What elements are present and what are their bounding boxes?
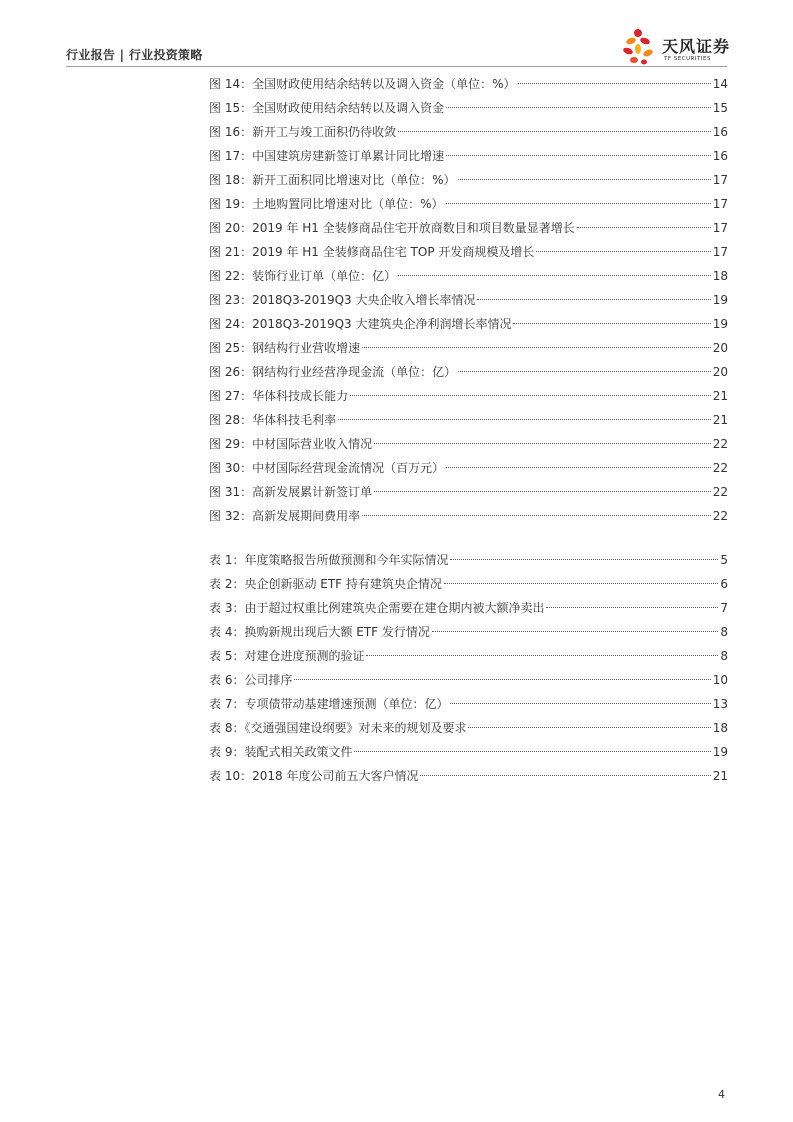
dot-leader <box>374 443 711 444</box>
toc-entry-page[interactable]: 19 <box>712 293 728 307</box>
dot-leader <box>450 703 710 704</box>
toc-entry-label[interactable]: 表 7：专项债带动基建增速预测（单位：亿） <box>209 697 449 711</box>
dot-leader <box>398 275 711 276</box>
figure-toc-entry[interactable] <box>209 384 728 408</box>
toc-entry-page[interactable]: 20 <box>712 365 728 379</box>
toc-entry-label[interactable]: 表 10：2018 年度公司前五大客户情况 <box>209 769 419 783</box>
figure-toc-entry[interactable] <box>209 288 728 312</box>
toc-entry-page[interactable]: 17 <box>712 197 728 211</box>
table-toc-entry[interactable] <box>209 740 728 764</box>
toc-entry-page[interactable]: 8 <box>720 625 728 639</box>
brand-flower-icon <box>622 27 658 67</box>
toc-entry-page[interactable]: 21 <box>712 413 728 427</box>
toc-entry-label[interactable]: 图 19：土地购置同比增速对比（单位：%） <box>209 197 444 211</box>
dot-leader <box>420 775 710 776</box>
toc-entry-page[interactable]: 6 <box>720 577 728 591</box>
toc-entry-page[interactable]: 21 <box>712 389 728 403</box>
table-toc-entry[interactable] <box>209 620 728 644</box>
dot-leader <box>518 83 711 84</box>
header-divider <box>66 66 727 67</box>
dot-leader <box>354 751 710 752</box>
toc-entry-page[interactable]: 17 <box>712 173 728 187</box>
figure-toc-entry[interactable] <box>209 360 728 384</box>
toc-entry-page[interactable]: 15 <box>712 101 728 115</box>
toc-entry-label[interactable]: 图 29：中材国际营业收入情况 <box>209 437 373 451</box>
figure-toc-entry[interactable] <box>209 504 728 528</box>
dot-leader <box>450 559 718 560</box>
dot-leader <box>294 679 710 680</box>
dot-leader <box>432 631 718 632</box>
dot-leader <box>458 179 711 180</box>
dot-leader <box>338 419 711 420</box>
figure-toc-entry[interactable] <box>209 432 728 456</box>
toc-entry-label[interactable]: 图 32：高新发展期间费用率 <box>209 509 361 523</box>
figure-toc-entry[interactable] <box>209 120 728 144</box>
figures-toc <box>209 72 728 528</box>
dot-leader <box>446 467 711 468</box>
toc-entry-page[interactable]: 19 <box>712 745 728 759</box>
toc-entry-page[interactable]: 7 <box>720 601 728 615</box>
table-toc-entry[interactable] <box>209 644 728 668</box>
toc-entry-label[interactable]: 表 5：对建仓进度预测的验证 <box>209 649 365 663</box>
figure-toc-entry[interactable] <box>209 456 728 480</box>
report-type-label: 行业报告 | 行业投资策略 <box>66 48 203 62</box>
dot-leader <box>366 655 718 656</box>
table-toc-entry[interactable] <box>209 548 728 572</box>
table-toc-entry[interactable] <box>209 764 728 788</box>
toc-entry-label[interactable]: 图 30：中材国际经营现金流情况（百万元） <box>209 461 445 475</box>
toc-entry-page[interactable]: 8 <box>720 649 728 663</box>
dot-leader <box>446 107 711 108</box>
toc-entry-label[interactable]: 表 2：央企创新驱动 ETF 持有建筑央企情况 <box>209 577 442 591</box>
toc-entry-page[interactable]: 13 <box>712 697 728 711</box>
dot-leader <box>362 347 711 348</box>
toc-entry-page[interactable]: 21 <box>712 769 728 783</box>
table-toc-entry[interactable] <box>209 716 728 740</box>
toc-entry-page[interactable]: 16 <box>712 149 728 163</box>
figure-toc-entry[interactable] <box>209 312 728 336</box>
figure-toc-entry[interactable] <box>209 144 728 168</box>
toc-entry-label[interactable]: 表 3：由于超过权重比例建筑央企需要在建仓期内被大额净卖出 <box>209 601 545 615</box>
toc-entry-page[interactable]: 22 <box>712 437 728 451</box>
toc-entry-label[interactable]: 图 23：2018Q3-2019Q3 大央企收入增长率情况 <box>209 293 476 307</box>
dot-leader <box>374 491 711 492</box>
dot-leader <box>536 251 710 252</box>
toc-entry-page[interactable]: 17 <box>712 221 728 235</box>
toc-entry-label[interactable]: 图 31：高新发展累计新签订单 <box>209 485 373 499</box>
toc-entry-label[interactable]: 表 6：公司排序 <box>209 673 293 687</box>
figure-toc-entry[interactable] <box>209 168 728 192</box>
dot-leader <box>362 515 711 516</box>
toc-entry-page[interactable]: 22 <box>712 509 728 523</box>
toc-entry-page[interactable]: 18 <box>712 721 728 735</box>
toc-entry-label[interactable]: 图 21：2019 年 H1 全装修商品住宅 TOP 开发商规模及增长 <box>209 245 535 259</box>
toc-entry-label[interactable]: 图 25：钢结构行业营收增速 <box>209 341 361 355</box>
dot-leader <box>398 131 711 132</box>
toc-entry-label[interactable]: 图 28：华体科技毛利率 <box>209 413 337 427</box>
brand-name-cn: 天风证券 <box>662 37 731 56</box>
toc-entry-label[interactable]: 图 22：装饰行业订单（单位：亿） <box>209 269 397 283</box>
toc-entry-label[interactable]: 表 1：年度策略报告所做预测和今年实际情况 <box>209 553 449 567</box>
toc-entry-label[interactable]: 表 8：《交通强国建设纲要》对未来的规划及要求 <box>209 721 467 735</box>
dot-leader <box>446 203 711 204</box>
toc-entry-label[interactable]: 图 20：2019 年 H1 全装修商品住宅开放商数目和项目数量显著增长 <box>209 221 575 235</box>
brand-logo <box>622 27 732 67</box>
toc-entry-page[interactable]: 19 <box>712 317 728 331</box>
figure-toc-entry[interactable] <box>209 240 728 264</box>
toc-entry-label[interactable]: 表 9：装配式相关政策文件 <box>209 745 353 759</box>
toc-entry-label[interactable]: 图 24：2018Q3-2019Q3 大建筑央企净利润增长率情况 <box>209 317 512 331</box>
dot-leader <box>350 395 711 396</box>
toc-entry-page[interactable]: 17 <box>712 245 728 259</box>
tables-toc <box>209 548 728 788</box>
figure-toc-entry[interactable] <box>209 264 728 288</box>
toc-entry-page[interactable]: 5 <box>720 553 728 567</box>
toc-entry-page[interactable]: 22 <box>712 485 728 499</box>
toc-entry-label[interactable]: 图 16：新开工与竣工面积仍待收敛 <box>209 125 397 139</box>
dot-leader <box>468 727 710 728</box>
dot-leader <box>444 583 718 584</box>
toc-entry-label[interactable]: 图 17：中国建筑房建新签订单累计同比增速 <box>209 149 445 163</box>
brand-name-en: TF SECURITIES <box>664 56 711 62</box>
toc-entry-label[interactable]: 图 27：华体科技成长能力 <box>209 389 349 403</box>
toc-entry-label[interactable]: 图 18：新开工面积同比增速对比（单位：%） <box>209 173 456 187</box>
dot-leader <box>513 323 710 324</box>
toc-entry-label[interactable]: 图 26：钢结构行业经营净现金流（单位：亿） <box>209 365 457 379</box>
toc-entry-page[interactable]: 10 <box>712 673 728 687</box>
figure-toc-entry[interactable] <box>209 96 728 120</box>
dot-leader <box>446 155 711 156</box>
dot-leader <box>546 607 718 608</box>
page-number: 4 <box>718 1088 725 1101</box>
figure-toc-entry[interactable] <box>209 192 728 216</box>
figure-toc-entry[interactable] <box>209 408 728 432</box>
figure-toc-entry[interactable] <box>209 480 728 504</box>
table-toc-entry[interactable] <box>209 692 728 716</box>
table-toc-entry[interactable] <box>209 572 728 596</box>
toc-entry-label[interactable]: 图 14：全国财政使用结余结转以及调入资金（单位：%） <box>209 77 516 91</box>
dot-leader <box>577 227 711 228</box>
table-toc-entry[interactable] <box>209 596 728 620</box>
figure-toc-entry[interactable] <box>209 336 728 360</box>
toc-entry-page[interactable]: 20 <box>712 341 728 355</box>
toc-entry-label[interactable]: 图 15：全国财政使用结余结转以及调入资金 <box>209 101 445 115</box>
figure-toc-entry[interactable] <box>209 216 728 240</box>
table-toc-entry[interactable] <box>209 668 728 692</box>
dot-leader <box>458 371 711 372</box>
figure-toc-entry[interactable] <box>209 72 728 96</box>
toc-entry-page[interactable]: 16 <box>712 125 728 139</box>
dot-leader <box>477 299 710 300</box>
toc-entry-page[interactable]: 22 <box>712 461 728 475</box>
toc-entry-page[interactable]: 14 <box>712 77 728 91</box>
toc-entry-label[interactable]: 表 4：换购新规出现后大额 ETF 发行情况 <box>209 625 430 639</box>
toc-entry-page[interactable]: 18 <box>712 269 728 283</box>
